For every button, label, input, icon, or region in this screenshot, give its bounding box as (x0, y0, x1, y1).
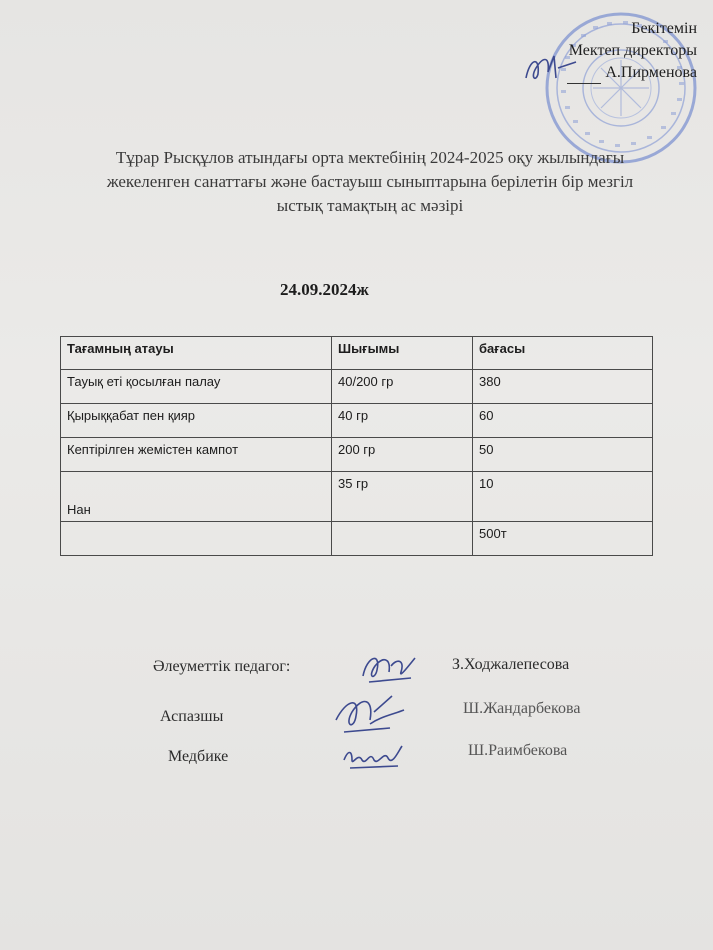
dish-name: Нан (61, 472, 332, 522)
approval-block (567, 18, 697, 84)
title-line-2: жекеленген санаттағы және бастауыш сыныптарына берілетін бір мезгіл (106, 172, 634, 191)
title-line-1: Тұрар Рысқұлов атындағы орта мектебінің 2024-2025 оқу жылындағы (115, 148, 625, 167)
signature-name-nurse: Ш.Раимбекова (468, 742, 568, 759)
header-price: бағасы (473, 337, 653, 370)
dish-price: 60 (473, 404, 653, 438)
approval-name: А.Пирменова (605, 64, 697, 81)
document-title (60, 146, 680, 218)
cook-signature (330, 690, 410, 738)
dish-yield: 200 гр (332, 438, 473, 472)
signature-role-social-pedagogue: Әлеуметтік педагог: (153, 658, 291, 675)
menu-date: 24.09.2024ж (280, 280, 369, 299)
header-yield: Шығымы (332, 337, 473, 370)
total-price: 500т (473, 522, 653, 556)
table-row (61, 370, 653, 404)
table-row (61, 438, 653, 472)
table-total-row (61, 522, 653, 556)
dish-price: 50 (473, 438, 653, 472)
approval-position: Мектеп директоры (568, 42, 697, 59)
dish-price: 380 (473, 370, 653, 404)
nurse-signature (340, 736, 410, 772)
dish-price: 10 (473, 472, 653, 522)
director-signature (520, 48, 580, 88)
approval-name-line (567, 62, 697, 84)
dish-yield: 40/200 гр (332, 370, 473, 404)
table-row (61, 404, 653, 438)
header-dish-name: Тағамның атауы (61, 337, 332, 370)
signature-role-nurse: Медбике (168, 748, 229, 765)
table-row (61, 472, 653, 522)
dish-yield: 40 гр (332, 404, 473, 438)
dish-yield: 35 гр (332, 472, 473, 522)
table-header-row (61, 337, 653, 370)
title-line-3: ыстық тамақтың ас мәзірі (276, 196, 464, 215)
approval-heading: Бекітемін (631, 20, 697, 37)
dish-name: Тауық еті қосылған палау (61, 370, 332, 404)
total-empty-cell (332, 522, 473, 556)
dish-name: Қырыққабат пен қияр (61, 404, 332, 438)
signature-name-cook: Ш.Жандарбекова (463, 700, 581, 717)
social-pedagogue-signature (355, 648, 425, 688)
signature-name-social-pedagogue: З.Ходжалепесова (452, 656, 570, 673)
menu-table (60, 336, 653, 556)
signature-role-cook: Аспазшы (160, 708, 224, 725)
dish-name: Кептірілген жемістен кампот (61, 438, 332, 472)
total-empty-cell (61, 522, 332, 556)
